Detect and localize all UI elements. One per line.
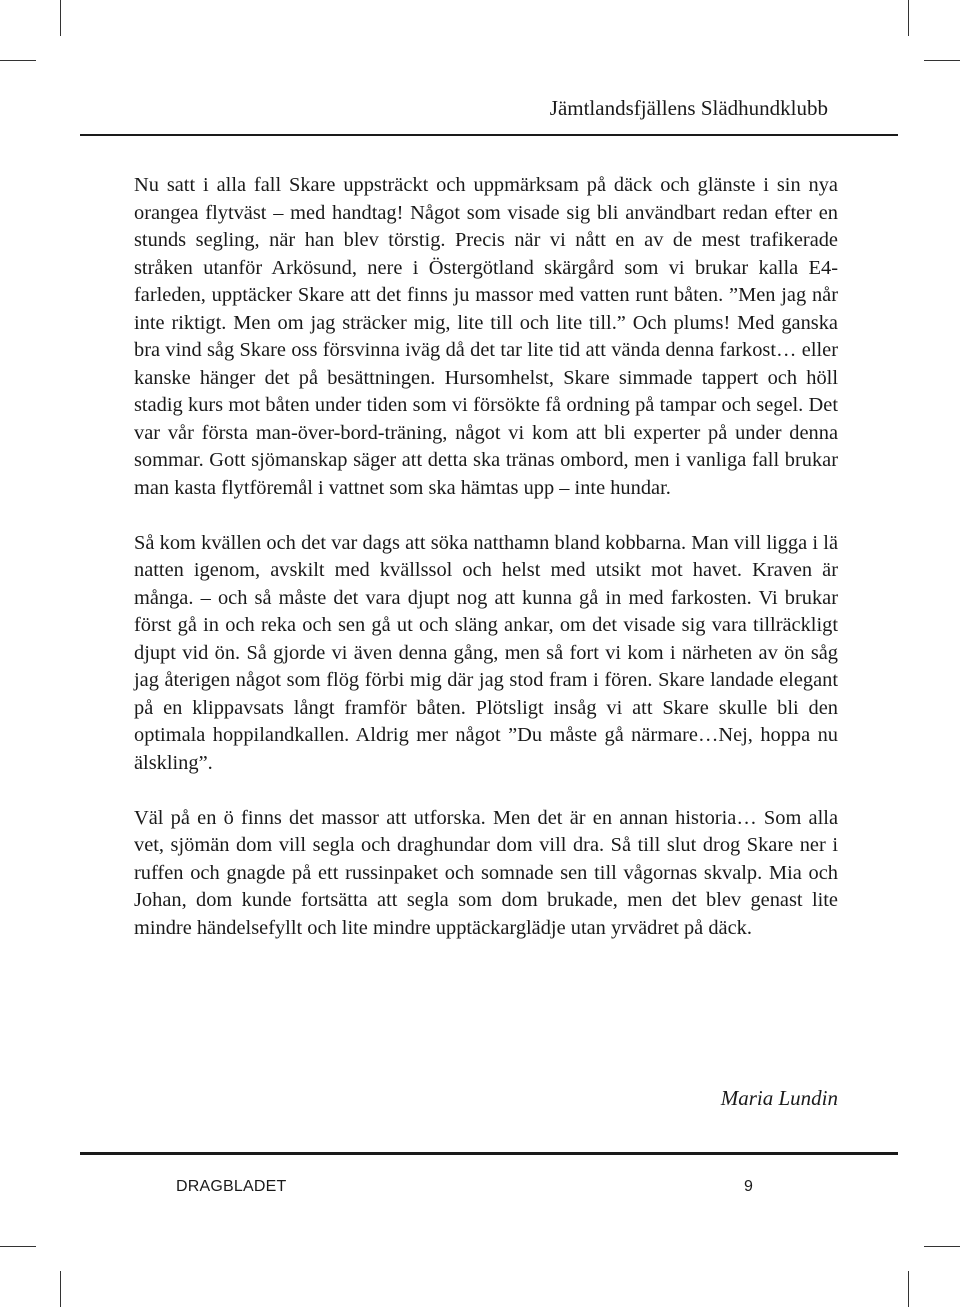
- crop-mark: [0, 1246, 36, 1247]
- running-header: Jämtlandsfjällens Slädhundklubb: [549, 96, 828, 120]
- crop-mark: [0, 60, 36, 61]
- paragraph-1: Nu satt i alla fall Skare uppsträckt och uppmärksam på däck och glänste i sin nya orangea flytväst – med handtag! Något som visade sig bli användbart redan efter en stunds segling, när han blev törstig. Precis när vi nått en av de mest trafikerade stråken utanför Arkösund, nere i Östergötland skärgård som vi brukar kalla E4-farleden, upptäcker Skare att det finns ju massor med vatten runt båten. ”Men jag når inte riktigt. Men om jag sträcker mig, lite till och lite till.” Och plums! Med ganska bra vind såg Skare oss försvinna iväg då det tar lite tid att vända denna farkost… eller kanske hänger det på besättningen. Hursomhelst, Skare simmade tappert och höll stadig kurs mot båten under tiden som vi försökte få ordning på tampar och segel. Det var vår första man-över-bord-träning, något vi kom att bli experter på under denna sommar. Gott sjömanskap säger att detta ska tränas ombord, men i vanliga fall brukar man kasta flytföremål i vattnet som ska hämtas upp – inte hundar.: [134, 174, 838, 499]
- footer-rule: [80, 1152, 898, 1155]
- crop-mark: [908, 1271, 909, 1307]
- header-rule: [80, 134, 898, 136]
- crop-mark: [60, 1271, 61, 1307]
- paragraph-3: Väl på en ö finns det massor att utforska. Men det är en annan historia… Som alla vet, sjömän dom vill segla och draghundar dom vill dra. Så till slut drog Skare ner i ruffen och gnagde på ett russinpaket och somnade sen till vågornas skvalp. Mia och Johan, dom kunde fortsätta att segla som dom brukade, men det blev genast lite mindre händelsefyllt och lite mindre upptäckarglädje utan yrvädret på däck.: [134, 806, 838, 939]
- author-signature: Maria Lundin: [720, 1086, 838, 1110]
- page-number: 9: [744, 1178, 753, 1195]
- article-body: [134, 172, 838, 970]
- crop-mark: [908, 0, 909, 36]
- crop-mark: [60, 0, 61, 36]
- crop-mark: [924, 1246, 960, 1247]
- publication-name: DRAGBLADET: [176, 1178, 287, 1195]
- paragraph-2: Så kom kvällen och det var dags att söka natthamn bland kobbarna. Man vill ligga i lä natten igenom, avskilt med kvällssol och helst med utsikt mot havet. Kraven är många. – och så måste det vara djupt nog att kunna gå in med farkosten. Vi brukar först gå in och reka och sen gå ut och släng ankar, om det visade sig vara tillräckligt djupt vid ön. Så gjorde vi även denna gång, men så fort vi kom i närheten av ön såg jag återigen något som flög förbi mig där jag stod fram i fören. Skare landade elegant på en klippavsats långt framför båten. Plötsligt insåg vi att Skare skulle bli den optimala hoppilandkallen. Aldrig mer något ”Du måste gå närmare…Nej, hoppa nu älskling”.: [134, 531, 838, 774]
- crop-mark: [924, 60, 960, 61]
